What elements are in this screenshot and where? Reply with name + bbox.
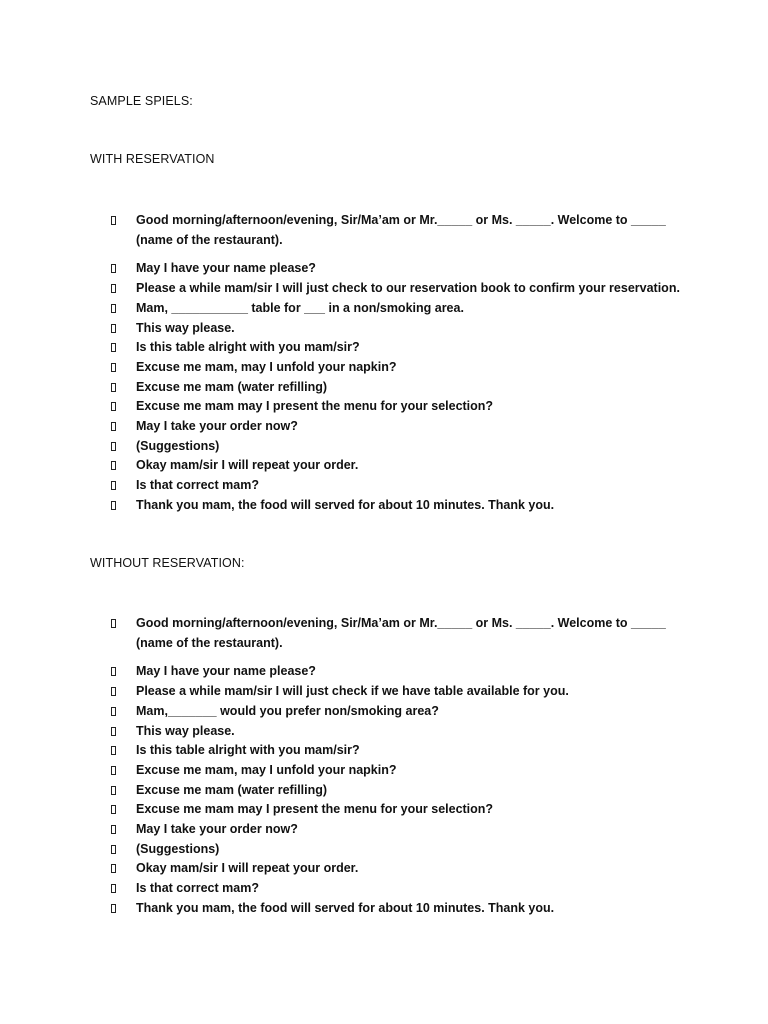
square-bullet-icon <box>111 825 116 834</box>
list-item-text: Is this table alright with you mam/sir? <box>136 743 360 758</box>
list-item-text: Excuse me mam, may I unfold your napkin? <box>136 359 397 374</box>
square-bullet-icon <box>111 864 116 873</box>
list-item-text: Okay mam/sir I will repeat your order. <box>136 458 359 473</box>
square-bullet-icon <box>111 619 116 628</box>
square-bullet-icon <box>111 766 116 775</box>
list-item-text: Mam,_______ would you prefer non/smoking area? <box>136 703 439 718</box>
list-item-text: This way please. <box>136 723 235 738</box>
list-item <box>108 682 688 702</box>
list-item <box>108 456 688 476</box>
list-item <box>108 722 688 742</box>
square-bullet-icon <box>111 687 116 696</box>
list-item-text: Excuse me mam (water refilling) <box>136 782 328 797</box>
square-bullet-icon <box>111 284 116 293</box>
list-item-text: Excuse me mam may I present the menu for your selection? <box>136 802 494 817</box>
list-item-text: Is that correct mam? <box>136 881 259 896</box>
list-item <box>108 437 688 457</box>
list-item-text: May I take your order now? <box>136 419 298 434</box>
square-bullet-icon <box>111 845 116 854</box>
document-title: SAMPLE SPIELS: <box>90 94 193 108</box>
list-item <box>108 397 688 417</box>
list-item <box>108 899 688 919</box>
list-item <box>108 378 688 398</box>
list-item <box>108 496 688 516</box>
list-item-text: Okay mam/sir I will repeat your order. <box>136 861 359 876</box>
square-bullet-icon <box>111 707 116 716</box>
list-item <box>108 299 688 319</box>
list-item <box>108 662 688 682</box>
section-heading-without-reservation: WITHOUT RESERVATION: <box>90 556 245 570</box>
square-bullet-icon <box>111 884 116 893</box>
list-item-text: May I take your order now? <box>136 822 298 837</box>
list-item-text: Mam, ___________ table for ___ in a non/smoking area. <box>136 300 464 315</box>
square-bullet-icon <box>111 264 116 273</box>
list-item <box>108 781 688 801</box>
square-bullet-icon <box>111 216 116 225</box>
list-item <box>108 879 688 899</box>
list-item-text: Excuse me mam may I present the menu for your selection? <box>136 399 494 414</box>
square-bullet-icon <box>111 501 116 510</box>
list-item <box>108 259 688 279</box>
list-item <box>108 279 688 299</box>
list-item-text: Good morning/afternoon/evening, Sir/Ma’am or Mr._____ or Ms. _____. Welcome to _____ (name of the restaurant). <box>136 616 666 650</box>
list-item-text: Please a while mam/sir I will just check if we have table available for you. <box>136 684 569 699</box>
list-item-text: Thank you mam, the food will served for about 10 minutes. Thank you. <box>136 497 555 512</box>
list-item-text: Excuse me mam (water refilling) <box>136 379 328 394</box>
list-item-text: Excuse me mam, may I unfold your napkin? <box>136 762 397 777</box>
list-item-text: May I have your name please? <box>136 261 316 276</box>
list-item <box>108 476 688 496</box>
list-item <box>108 800 688 820</box>
square-bullet-icon <box>111 481 116 490</box>
square-bullet-icon <box>111 383 116 392</box>
list-item <box>108 702 688 722</box>
square-bullet-icon <box>111 442 116 451</box>
list-item <box>108 820 688 840</box>
section-heading-with-reservation: WITH RESERVATION <box>90 152 215 166</box>
square-bullet-icon <box>111 343 116 352</box>
list-item <box>108 614 688 653</box>
list-item <box>108 741 688 761</box>
list-item <box>108 859 688 879</box>
list-item-text: May I have your name please? <box>136 664 316 679</box>
list-item <box>108 840 688 860</box>
square-bullet-icon <box>111 667 116 676</box>
list-item-text: Thank you mam, the food will served for about 10 minutes. Thank you. <box>136 900 555 915</box>
square-bullet-icon <box>111 461 116 470</box>
list-item-text: This way please. <box>136 320 235 335</box>
list-item-text: Good morning/afternoon/evening, Sir/Ma’am or Mr._____ or Ms. _____. Welcome to _____ (name of the restaurant). <box>136 213 666 247</box>
list-item-text: Is that correct mam? <box>136 478 259 493</box>
square-bullet-icon <box>111 904 116 913</box>
square-bullet-icon <box>111 324 116 333</box>
list-item-text: Please a while mam/sir I will just check to our reservation book to confirm your reservation. <box>136 281 680 296</box>
square-bullet-icon <box>111 304 116 313</box>
square-bullet-icon <box>111 402 116 411</box>
list-item <box>108 417 688 437</box>
spiel-list-with-reservation <box>108 211 688 516</box>
list-item-text: (Suggestions) <box>136 438 220 453</box>
list-item <box>108 358 688 378</box>
square-bullet-icon <box>111 727 116 736</box>
square-bullet-icon <box>111 786 116 795</box>
square-bullet-icon <box>111 805 116 814</box>
square-bullet-icon <box>111 746 116 755</box>
list-item-text: (Suggestions) <box>136 841 220 856</box>
list-item <box>108 319 688 339</box>
list-item <box>108 211 688 250</box>
square-bullet-icon <box>111 422 116 431</box>
list-item <box>108 338 688 358</box>
list-item <box>108 761 688 781</box>
spiel-list-without-reservation <box>108 614 688 919</box>
square-bullet-icon <box>111 363 116 372</box>
list-item-text: Is this table alright with you mam/sir? <box>136 340 360 355</box>
